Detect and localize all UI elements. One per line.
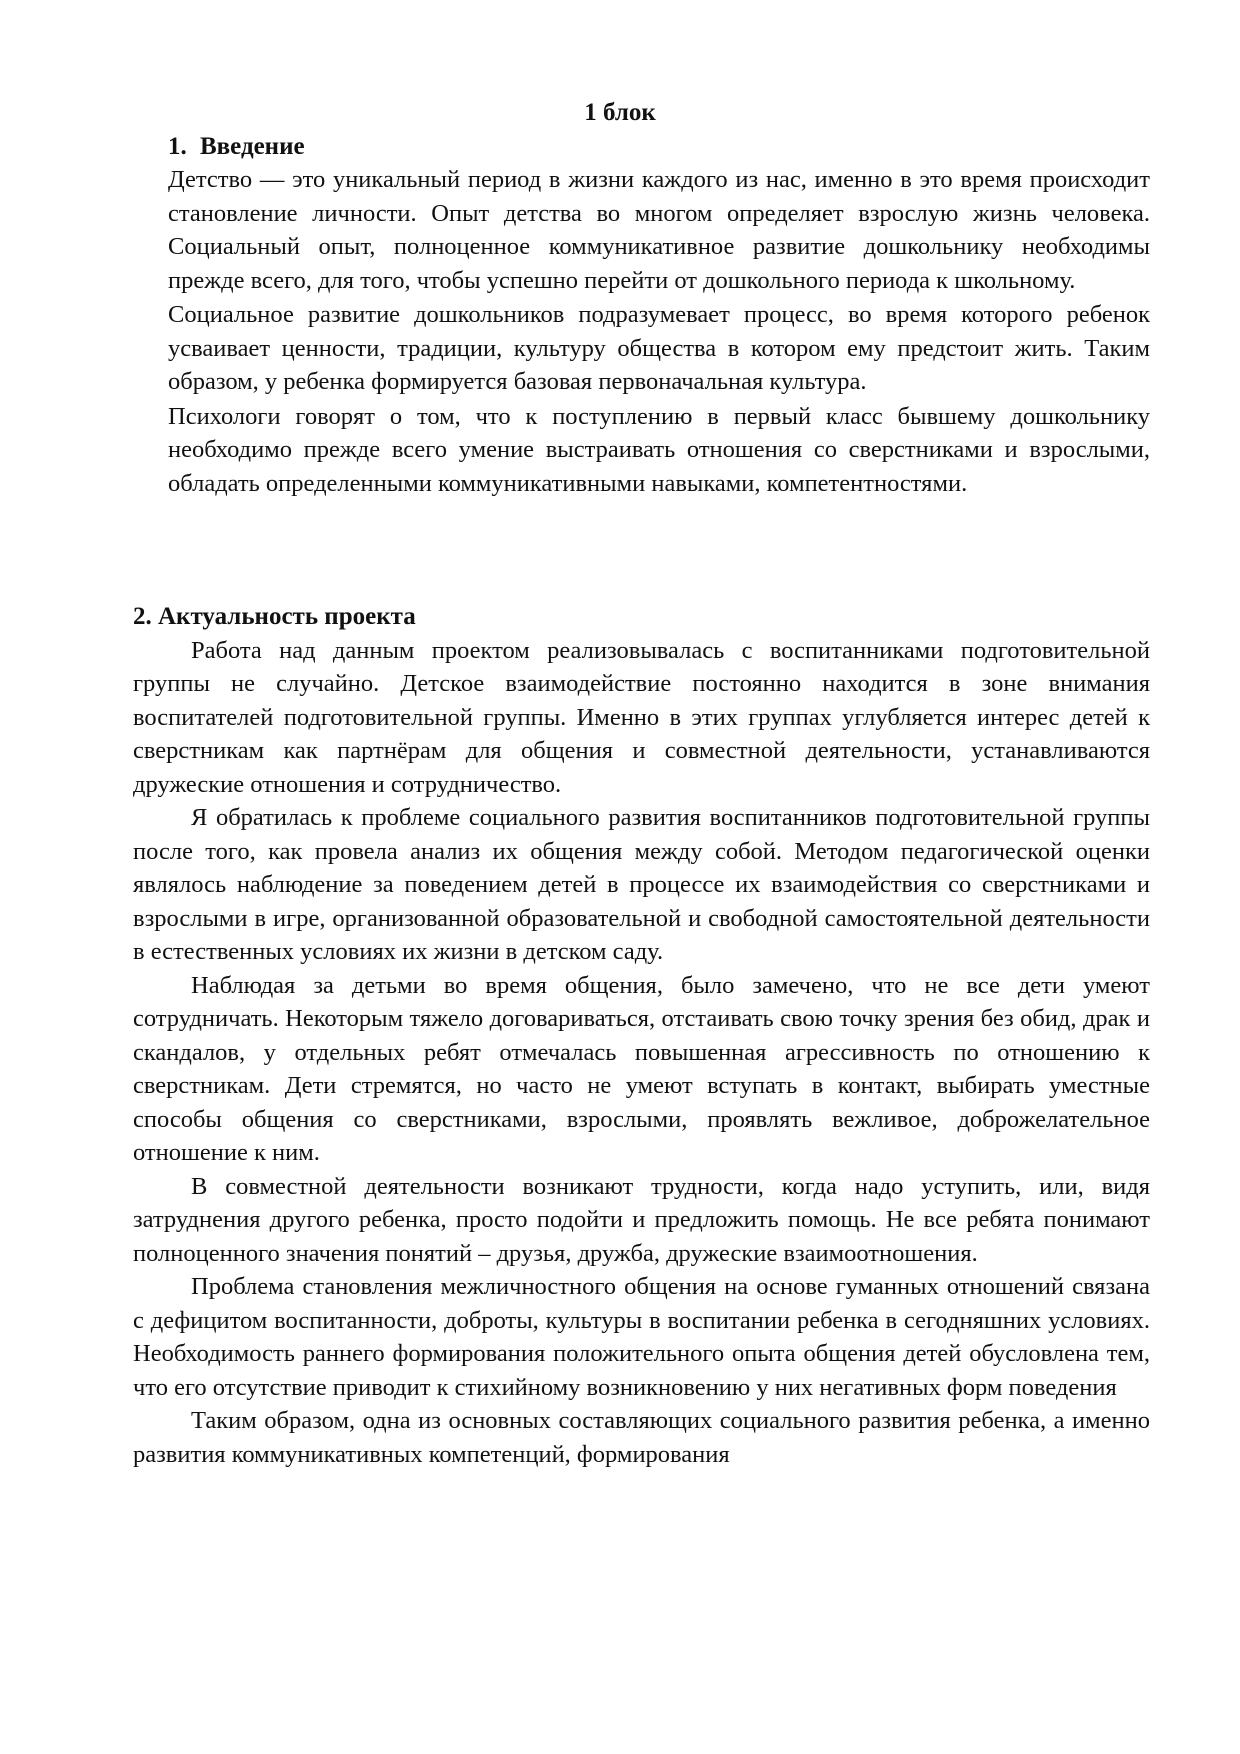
paragraph: Таким образом, одна из основных составляющих социального развития ребенка, а именно развития коммуникативных компетенций, формирования: [133, 1407, 1150, 1468]
paragraph: Психологи говорят о том, что к поступлению в первый класс бывшему дошкольнику необходимо прежде всего умение выстраивать отношения со сверстниками и взрослыми, обладать определенными коммуникативными навыками, компетентностями.: [168, 402, 1150, 497]
relevance-section: [133, 600, 1150, 1471]
paragraph: Детство — это уникальный период в жизни каждого из нас, именно в это время происходит становление личности. Опыт детства во многом определяет взрослую жизнь человека. Социальный опыт, полноценное коммуникативное развитие дошкольнику необходимы прежде всего, для того, чтобы успешно перейти от дошкольного периода к школьному.: [168, 166, 1150, 294]
section-heading-relevance: 2. Актуальность проекта: [133, 603, 416, 630]
paragraph: Социальное развитие дошкольников подразумевает процесс, во время которого ребенок усваивает ценности, традиции, культуру общества в котором ему предстоит жить. Таким образом, у ребенка формируется базовая первоначальная культура.: [168, 301, 1150, 395]
paragraph: Проблема становления межличностного общения на основе гуманных отношений связана с дефицитом воспитанности, доброты, культуры в воспитании ребенка в сегодняшних условиях. Необходимость раннего формирования положительного опыта общения детей обусловлена тем, что его отсутствие приводит к стихийному возникновению у них негативных форм поведения: [133, 1273, 1150, 1401]
introduction-section: [168, 163, 1150, 500]
paragraph: Наблюдая за детьми во время общения, было замечено, что не все дети умеют сотрудничать. Некоторым тяжело договариваться, отстаивать свою точку зрения без обид, драк и скандалов, у отдельных ребят отмечалась повышенная агрессивность по отношению к сверстникам. Дети стремятся, но часто не умеют вступать в контакт, выбирать уместные способы общения со сверстниками, взрослыми, проявлять вежливое, доброжелательное отношение к ним.: [133, 971, 1150, 1166]
section-number: 1.: [168, 133, 187, 160]
section-heading-text: Введение: [200, 133, 305, 160]
page-title: 1 блок: [584, 99, 656, 126]
section-heading-introduction: [168, 130, 305, 163]
paragraph: Я обратилась к проблеме социального развития воспитанников подготовительной группы после того, как провела анализ их общения между собой. Методом педагогической оценки являлось наблюдение за поведением детей в процессе их взаимодействия со сверстниками и взрослыми в игре, организованной образовательной и свободной самостоятельной деятельности в естественных условиях их жизни в детском саду.: [133, 804, 1150, 965]
paragraph: Работа над данным проектом реализовывалась с воспитанниками подготовительной группы не случайно. Детское взаимодействие постоянно находится в зоне внимания воспитателей подготовительной группы. Именно в этих группах углубляется интерес детей к сверстникам как партнёрам для общения и совместной деятельности, устанавливаются дружеские отношения и сотрудничество.: [133, 636, 1150, 798]
paragraph: В совместной деятельности возникают трудности, когда надо уступить, или, видя затруднения другого ребенка, просто подойти и предложить помощь. Не все ребята понимают полноценного значения понятий – друзья, дружба, дружеские взаимоотношения.: [133, 1172, 1150, 1267]
